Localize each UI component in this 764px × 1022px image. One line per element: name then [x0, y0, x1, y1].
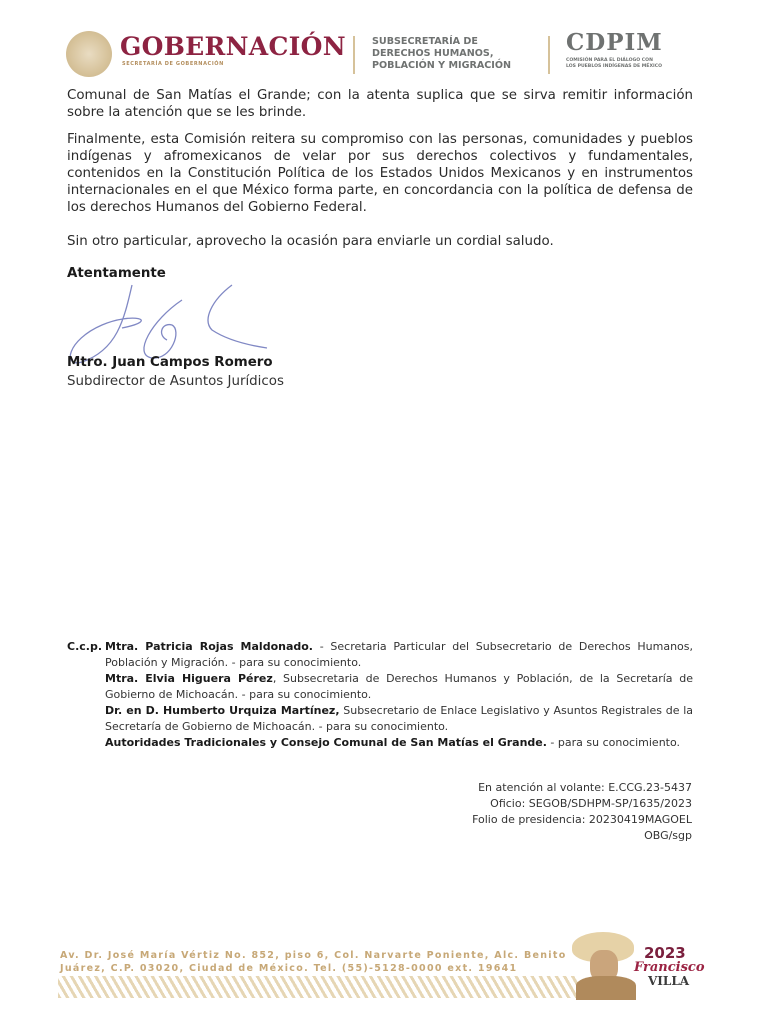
- agency-subtitle: SECRETARÍA DE GOBERNACIÓN: [122, 61, 224, 67]
- ccp-item: Mtra. Elvia Higuera Pérez, Subsecretaria de Derechos Humanos y Población, de la Secretaría de Gobierno de Michoacán. - para su conocimiento.: [105, 672, 694, 701]
- carbon-copy-list: [67, 639, 693, 751]
- paragraph: Sin otro particular, aprovecho la ocasión para enviarle un cordial saludo.: [67, 234, 554, 249]
- subsecretaria-label: SUBSECRETARÍA DE DERECHOS HUMANOS, POBLACIÓN Y MIGRACIÓN: [372, 36, 512, 71]
- francisco-villa-emblem: [572, 932, 705, 1004]
- emblem-surname: VILLA: [648, 974, 690, 988]
- ccp-label: C.c.p.: [67, 640, 103, 653]
- initials: OBG/sgp: [644, 829, 692, 842]
- oficio-ref: Oficio: SEGOB/SDHPM-SP/1635/2023: [490, 797, 692, 810]
- signer-role: Subdirector de Asuntos Jurídicos: [67, 374, 284, 389]
- signer-name: Mtro. Juan Campos Romero: [67, 355, 273, 370]
- agency-title: GOBERNACIÓN: [120, 32, 346, 61]
- footer-address: Av. Dr. José María Vértiz No. 852, piso 6, Col. Narvarte Poniente, Alc. Benito Juárez, C.P. 03020, Ciudad de México. Tel. (55)-5128-0000 ext. 19641: [60, 950, 567, 974]
- folio-ref: Folio de presidencia: 20230419MAGOEL: [472, 813, 692, 826]
- paragraph: Comunal de San Matías el Grande; con la atenta suplica que se sirva remitir información sobre la atención que se les brinde.: [67, 88, 693, 120]
- ccp-item: Mtra. Patricia Rojas Maldonado. - Secretaria Particular del Subsecretario de Derechos Humanos, Población y Migración. - para su conocimiento.: [105, 640, 694, 669]
- reference-block: [472, 780, 692, 844]
- ccp-item: Autoridades Tradicionales y Consejo Comunal de San Matías el Grande. - para su conocimiento.: [105, 736, 681, 749]
- closing: Atentamente: [67, 266, 166, 281]
- volante-ref: En atención al volante: E.CCG.23-5437: [478, 781, 692, 794]
- cdpim-subtitle: COMISIÓN PARA EL DIÁLOGO CON LOS PUEBLOS INDÍGENAS DE MÉXICO: [566, 58, 662, 69]
- letterhead: [66, 28, 706, 78]
- divider: [353, 36, 355, 74]
- emblem-name: Francisco: [634, 960, 705, 975]
- portrait-body: [576, 976, 636, 1000]
- decorative-pattern: [58, 976, 578, 998]
- emblem-year: 2023: [644, 944, 686, 962]
- paragraph: Finalmente, esta Comisión reitera su compromiso con las personas, comunidades y pueblos indígenas y afromexicanos de velar por sus derechos colectivos y fundamentales, contenidos en la Constitución Política de los Estados Unidos Mexicanos y en instrumentos internacionales en el que México forma parte, en concordancia con la política de defensa de los derechos Humanos del Gobierno Federal.: [67, 132, 693, 215]
- ccp-item: Dr. en D. Humberto Urquiza Martínez, Subsecretario de Enlace Legislativo y Asuntos Registrales de la Secretaría de Gobierno de Michoacán. - para su conocimiento.: [105, 704, 693, 733]
- national-seal-icon: [66, 31, 112, 77]
- divider: [548, 36, 550, 74]
- cdpim-logo: CDPIM: [566, 29, 663, 56]
